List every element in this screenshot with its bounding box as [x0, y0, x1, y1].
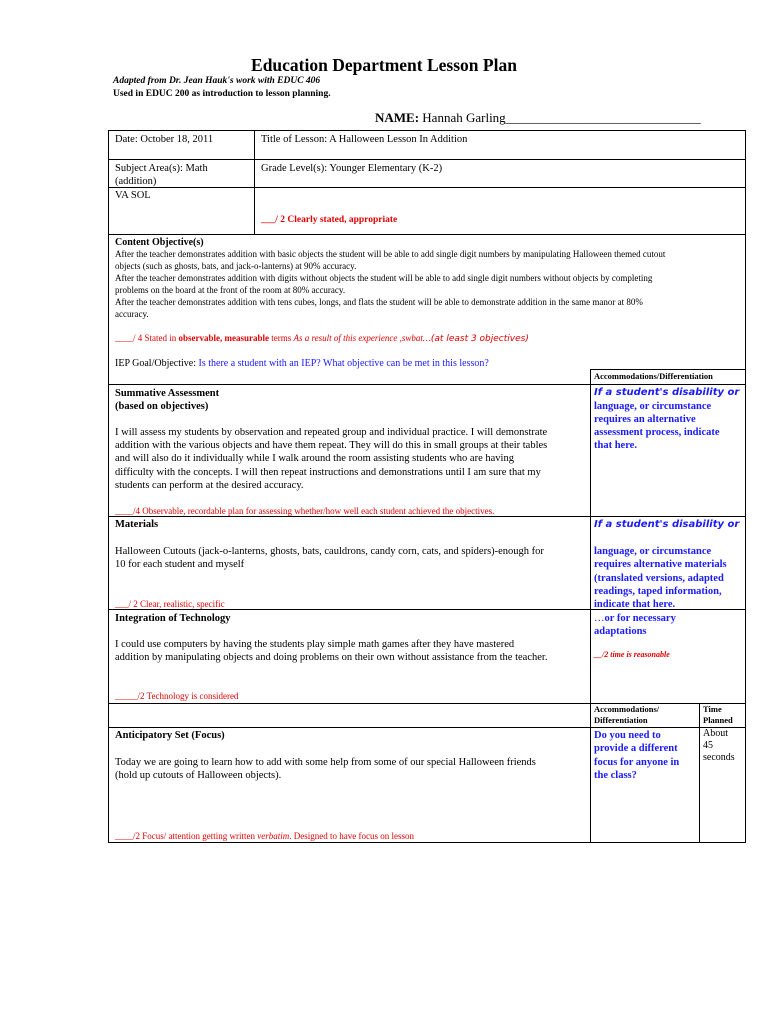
sol-rubric: ___/ 2 Clearly stated, appropriate	[261, 215, 398, 225]
name-value: Hannah Garling______________________________	[422, 110, 701, 125]
summative-line: addition with the various objects and have them repeat. They will do this in small groups at their tables	[115, 440, 548, 451]
technology-rubric: _____/2 Technology is considered	[115, 691, 239, 701]
lesson-title: Title of Lesson: A Halloween Lesson In Addition	[261, 134, 468, 145]
time-planned-value: 45	[703, 740, 713, 751]
materials-accommodation-line: indicate that here.	[594, 599, 676, 610]
summative-rubric: ____/4 Observable, recordable plan for assessing whether/how well each student achieved the objectives.	[115, 506, 495, 516]
technology-adaptation-line: adaptations	[594, 626, 647, 637]
iep-goal	[115, 357, 489, 371]
anticipatory-accommodation-line: focus for anyone in	[594, 757, 680, 768]
time-planned-value: About	[703, 728, 728, 739]
technology-line: addition by manipulating objects and doing problems on their own without assistance from the teacher.	[115, 652, 548, 663]
content-objectives-heading: Content Objective(s)	[115, 237, 204, 248]
time-planned-value: seconds	[703, 752, 735, 763]
lesson-date: Date: October 18, 2011	[115, 134, 214, 145]
technology-adaptation-line: …or for necessary	[594, 613, 676, 624]
anticipatory-accommodation-line: the class?	[594, 770, 637, 781]
anticipatory-accommodation-line: Do you need to	[594, 730, 661, 741]
summative-accommodation-line: language, or circumstance	[594, 401, 712, 412]
summative-accommodation-line: requires an alternative	[594, 414, 696, 425]
anticipatory-heading: Anticipatory Set (Focus)	[115, 730, 225, 741]
anticipatory-rubric: ____/2 Focus/ attention getting written verbatim. Designed to have focus on lesson	[115, 831, 414, 841]
summative-line: and will also do it individually while I walk around the room assisting students who are having	[115, 453, 514, 464]
materials-accommodation-line: readings, taped information,	[594, 586, 722, 597]
objective-line: After the teacher demonstrates addition with basic objects the student will be able to add single digit numbers by manipulating Halloween themed cutout	[115, 249, 666, 259]
accommodations-header: Accommodations/Differentiation	[594, 371, 713, 381]
grade-level: Grade Level(s): Younger Elementary (K-2)	[261, 163, 443, 174]
materials-line: Halloween Cutouts (jack-o-lanterns, ghosts, bats, cauldrons, candy corn, cats, and spiders)-enough for	[115, 546, 544, 557]
time-col-header: Time	[703, 704, 722, 714]
materials-accommodation-line: (translated versions, adapted	[594, 573, 724, 584]
materials-accommodation-line: language, or circumstance	[594, 546, 712, 557]
subject-area-detail: (addition)	[115, 176, 157, 187]
objective-line: After the teacher demonstrates addition with digits without objects the student will be able to add single digit numbers without objects by completing	[115, 273, 653, 283]
materials-accommodation-line: requires alternative materials	[594, 559, 727, 570]
va-sol-label: VA SOL	[115, 190, 151, 201]
materials-accommodation-line: If a student's disability or	[594, 519, 740, 530]
planned-col-header: Planned	[703, 715, 733, 725]
technology-heading: Integration of Technology	[115, 613, 231, 624]
materials-rubric: ___/ 2 Clear, realistic, specific	[115, 599, 225, 609]
technology-line: I could use computers by having the students play simple math games after they have mastered	[115, 639, 515, 650]
summative-accommodation-line: If a student's disability or	[594, 387, 740, 398]
summative-subheading: (based on objectives)	[115, 401, 209, 412]
subject-area: Subject Area(s): Math	[115, 163, 208, 174]
document-title: Education Department Lesson Plan	[251, 55, 517, 75]
objective-line: After the teacher demonstrates addition with tens cubes, longs, and flats the student will be able to demonstrate addition in the same manor at 80%	[115, 297, 643, 307]
iep-label: IEP Goal/Objective:	[115, 358, 199, 369]
used-in-note: Used in EDUC 200 as introduction to lesson planning.	[113, 89, 331, 99]
iep-question: Is there a student with an IEP? What objective can be met in this lesson?	[198, 358, 489, 369]
objective-line: objects (such as ghosts, bats, and jack-o-lanterns) at 90% accuracy.	[115, 261, 357, 271]
objective-line: accuracy.	[115, 309, 149, 319]
summative-accommodation-line: assessment process, indicate	[594, 427, 720, 438]
name-line	[375, 110, 701, 126]
adapted-from-note: Adapted from Dr. Jean Hauk's work with EDUC 406	[113, 76, 321, 86]
objective-line: problems on the board at the front of the room at 80% accuracy.	[115, 285, 346, 295]
summative-line: difficulty with the concepts. I will then repeat instructions and demonstrations until I am sure that my	[115, 467, 541, 478]
anticipatory-line: (hold up cutouts of Halloween objects).	[115, 770, 282, 781]
materials-line: 10 for each student and myself	[115, 559, 245, 570]
time-rubric: __/2 time is reasonable	[594, 650, 670, 659]
anticipatory-line: Today we are going to learn how to add with some help from some of our special Halloween friends	[115, 757, 536, 768]
materials-heading: Materials	[115, 519, 159, 530]
objectives-rubric: ____/ 4 Stated in observable, measurable terms As a result of this experience ,swbat…(at least 3 objectives)	[115, 333, 529, 344]
accommodations-col-header: Accommodations/	[594, 704, 660, 714]
name-label: NAME:	[375, 110, 420, 125]
summative-accommodation-line: that here.	[594, 440, 637, 451]
summative-line: students can perform at the desired accuracy.	[115, 480, 304, 491]
differentiation-col-header: Differentiation	[594, 715, 648, 725]
summative-line: I will assess my students by observation and repeated group and individual practice. I will demonstrate	[115, 427, 548, 438]
summative-heading: Summative Assessment	[115, 388, 220, 399]
anticipatory-accommodation-line: provide a different	[594, 743, 678, 754]
